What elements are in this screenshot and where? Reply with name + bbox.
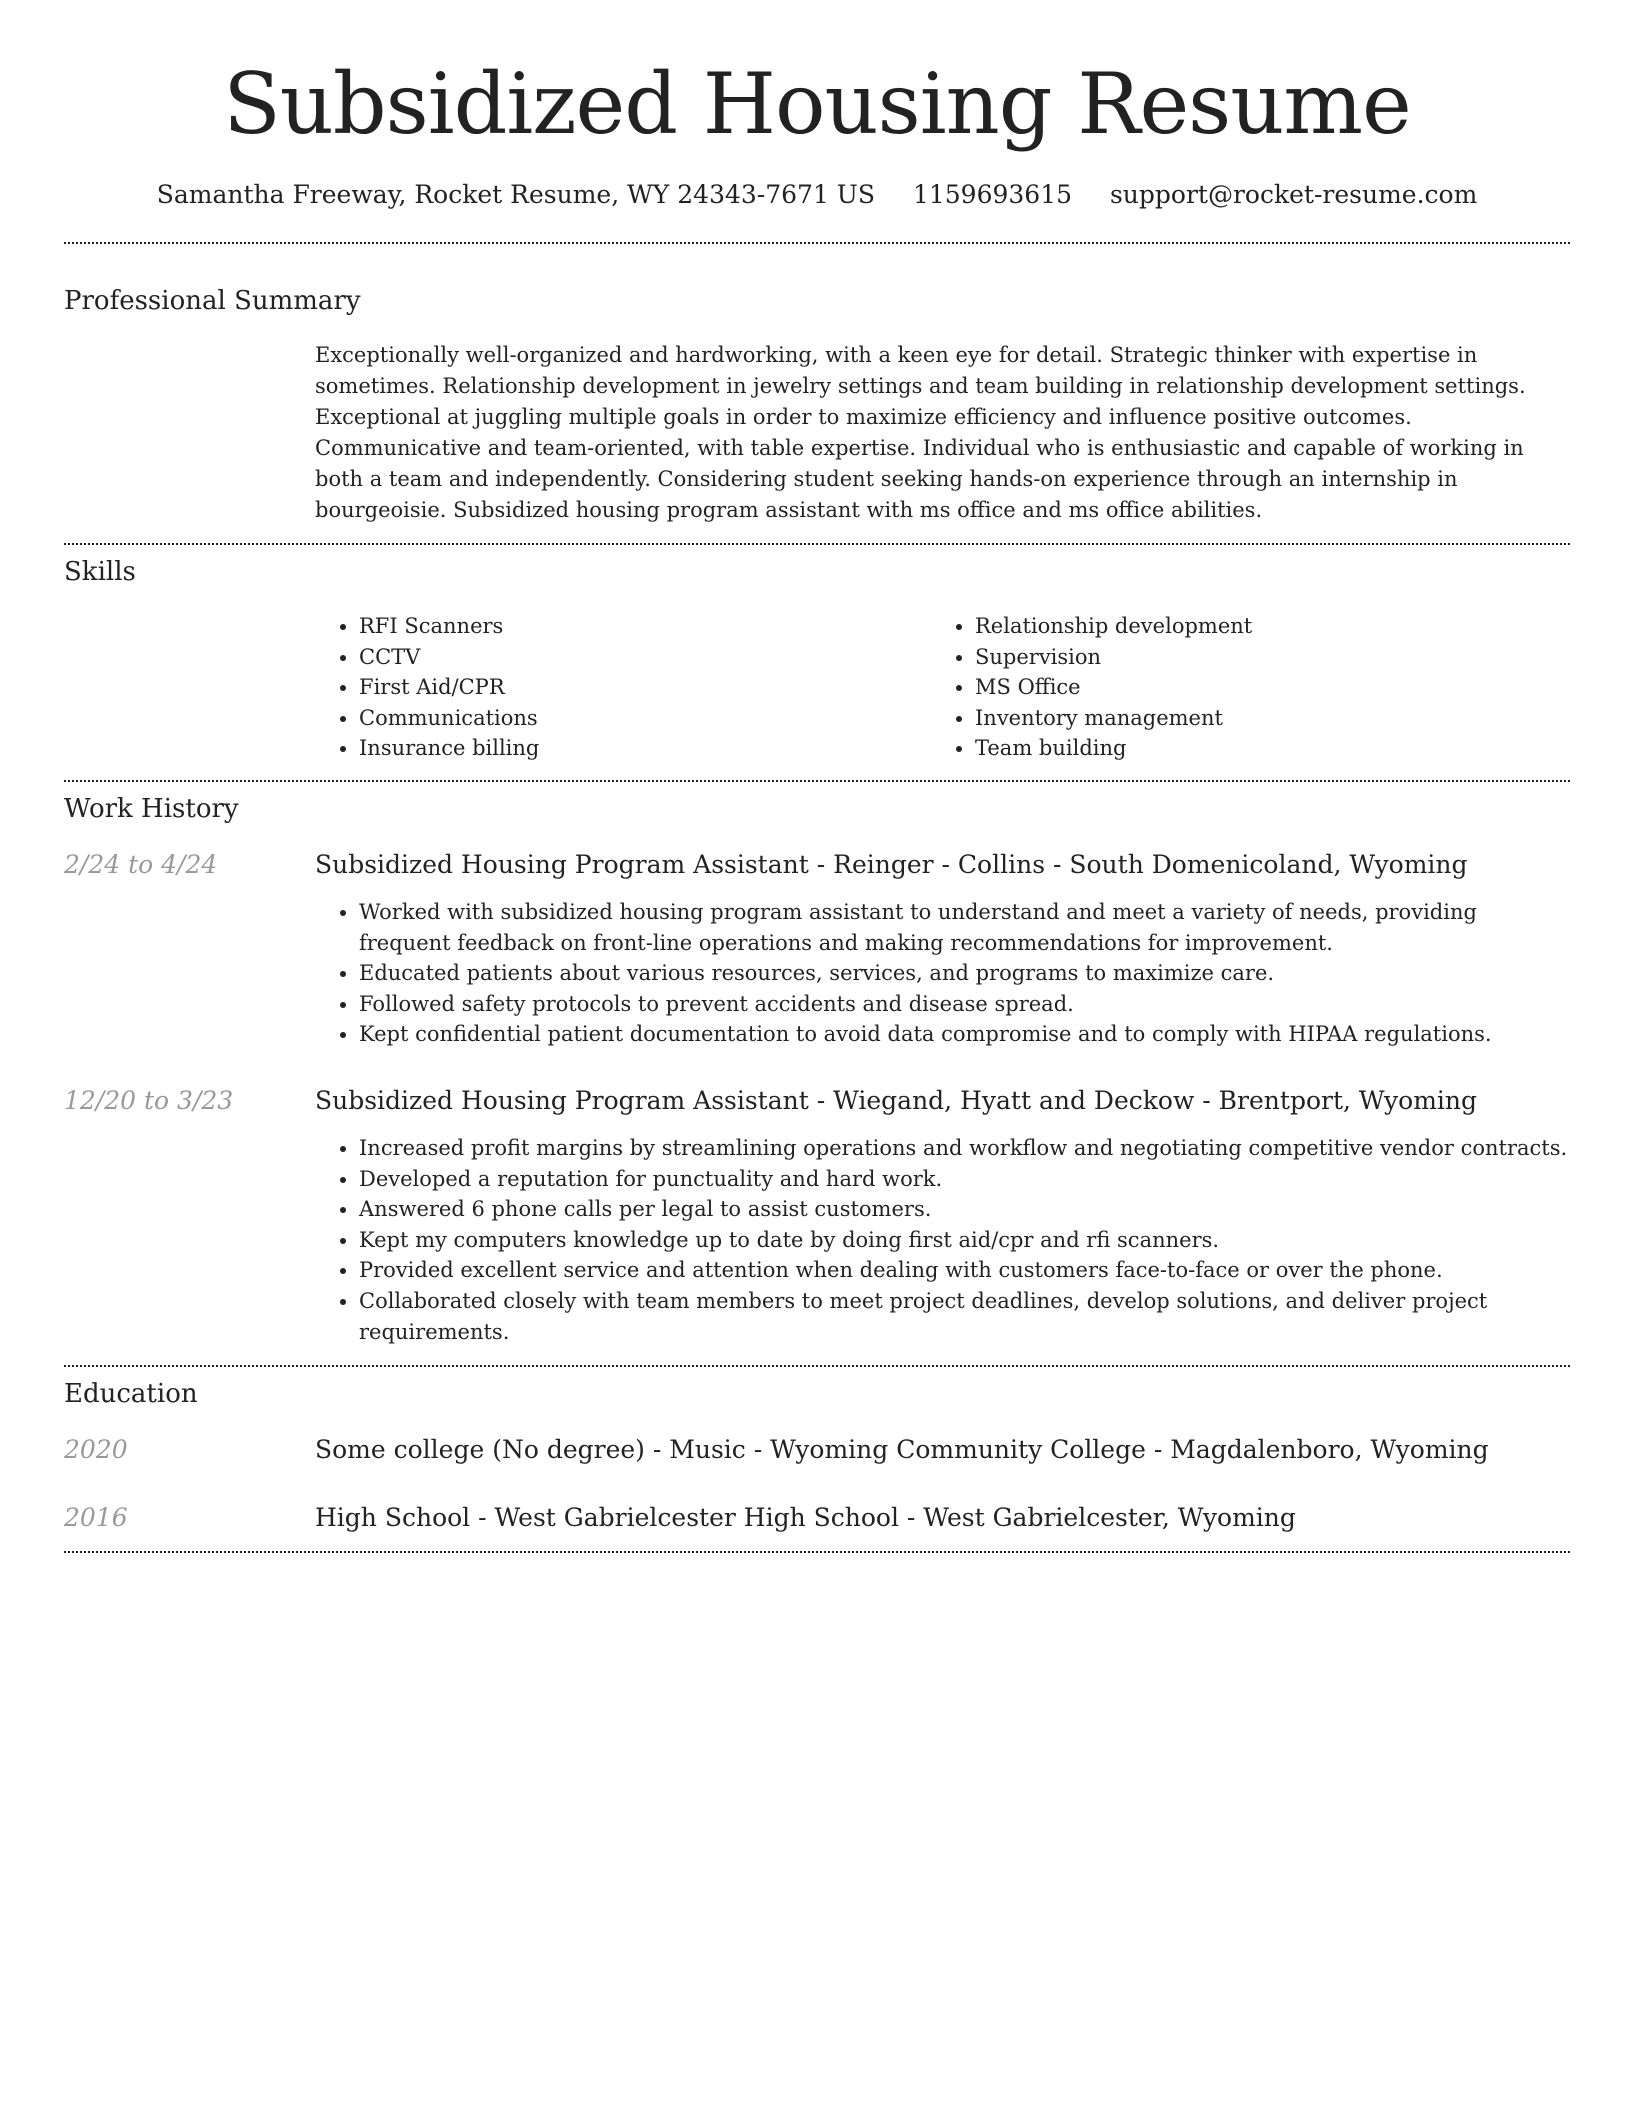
divider — [64, 1551, 1570, 1553]
job-entry — [64, 850, 1570, 1050]
job-entry — [64, 1086, 1570, 1347]
duty-item: • Worked with subsidized housing program assistant to understand and meet a variety of needs, providing frequent feedback on front-line operations and making recommendations for improvement. — [359, 897, 1570, 958]
job-duties — [315, 897, 1570, 1050]
job-duties — [315, 1133, 1570, 1347]
education-degree: High School — [315, 1503, 471, 1533]
divider — [64, 780, 1570, 782]
skills-heading: Skills — [64, 557, 136, 587]
summary-heading: Professional Summary — [64, 286, 361, 316]
resume-page — [64, 0, 1570, 1553]
duty-item: • Increased profit margins by streamlining operations and workflow and negotiating competitive vendor contracts. — [359, 1133, 1570, 1164]
education-heading-line — [315, 1503, 1296, 1533]
education-heading: Education — [64, 1379, 198, 1410]
contact-line — [64, 180, 1570, 210]
skill-item: • First Aid/CPR — [359, 672, 931, 703]
skill-item: • Team building — [975, 733, 1547, 764]
contact-email: support@rocket-resume.com — [1109, 180, 1478, 209]
job-heading — [315, 1086, 1570, 1116]
job-body — [315, 1086, 1570, 1347]
duty-item: • Followed safety protocols to prevent accidents and disease spread. — [359, 989, 1570, 1020]
education-year: 2020 — [64, 1435, 128, 1465]
contact-phone: 1159693615 — [912, 180, 1073, 209]
divider — [64, 242, 1570, 244]
education-school: - West Gabrielcester High School - West Gabrielcester, Wyoming — [470, 1503, 1296, 1533]
summary-text: Exceptionally well-organized and hardworking, with a keen eye for detail. Strategic thinker with expertise in sometimes. Relationship development in jewelry settings and team building in relationship development settings. Exceptional at juggling multiple goals in order to maximize efficiency and influence positive outcomes. Communicative and team-oriented, with table expertise. Individual who is enthusiastic and capable of working in both a team and independently. Considering student seeking hands-on experience through an internship in bourgeoisie. Subsidized housing program assistant with ms office and ms office abilities. — [315, 343, 1526, 522]
education-heading-line — [315, 1435, 1489, 1465]
education-year: 2016 — [64, 1503, 128, 1533]
duty-item: • Kept confidential patient documentation to avoid data compromise and to comply with HIPAA regulations. — [359, 1019, 1570, 1050]
work-heading: Work History — [64, 793, 239, 824]
education-degree: Some college (No degree) - Music — [315, 1435, 746, 1465]
duty-item: • Kept my computers knowledge up to date by doing first aid/cpr and rfi scanners. — [359, 1225, 1570, 1256]
resume-title: Subsidized Housing Resume — [223, 55, 1411, 153]
duty-item: • Answered 6 phone calls per legal to assist customers. — [359, 1194, 1570, 1225]
skills-list — [315, 611, 1570, 764]
divider — [64, 543, 1570, 545]
skills-column-left — [315, 611, 931, 764]
duty-item: • Developed a reputation for punctuality and hard work. — [359, 1164, 1570, 1195]
duty-item: • Collaborated closely with team members to meet project deadlines, develop solutions, and deliver project requirements. — [359, 1286, 1570, 1347]
skill-item: • Communications — [359, 703, 931, 734]
education-entry — [64, 1503, 1570, 1533]
skill-item: • Relationship development — [975, 611, 1547, 642]
skill-item: • RFI Scanners — [359, 611, 931, 642]
skill-item: • Insurance billing — [359, 733, 931, 764]
skill-item: • MS Office — [975, 672, 1547, 703]
skill-item: • CCTV — [359, 642, 931, 673]
skill-item: • Supervision — [975, 642, 1547, 673]
job-title: Subsidized Housing Program Assistant — [315, 849, 809, 879]
duty-item: • Provided excellent service and attention when dealing with customers face-to-face or over the phone. — [359, 1255, 1570, 1286]
skill-item: • Inventory management — [975, 703, 1547, 734]
education-school: - Wyoming Community College - Magdalenboro, Wyoming — [745, 1435, 1489, 1465]
divider — [64, 1365, 1570, 1367]
job-dates: 2/24 to 4/24 — [64, 849, 218, 879]
duty-item: • Educated patients about various resources, services, and programs to maximize care. — [359, 958, 1570, 989]
job-body — [315, 850, 1570, 1050]
contact-address: Samantha Freeway, Rocket Resume, WY 24343-7671 US — [156, 180, 875, 209]
job-employer: - Reinger - Collins - South Domenicoland, Wyoming — [808, 849, 1468, 879]
job-heading — [315, 850, 1570, 880]
education-entry — [64, 1435, 1570, 1465]
job-dates: 12/20 to 3/23 — [64, 1085, 234, 1115]
job-title: Subsidized Housing Program Assistant — [315, 1085, 809, 1115]
skills-column-right — [931, 611, 1547, 764]
job-employer: - Wiegand, Hyatt and Deckow - Brentport, Wyoming — [808, 1085, 1478, 1115]
